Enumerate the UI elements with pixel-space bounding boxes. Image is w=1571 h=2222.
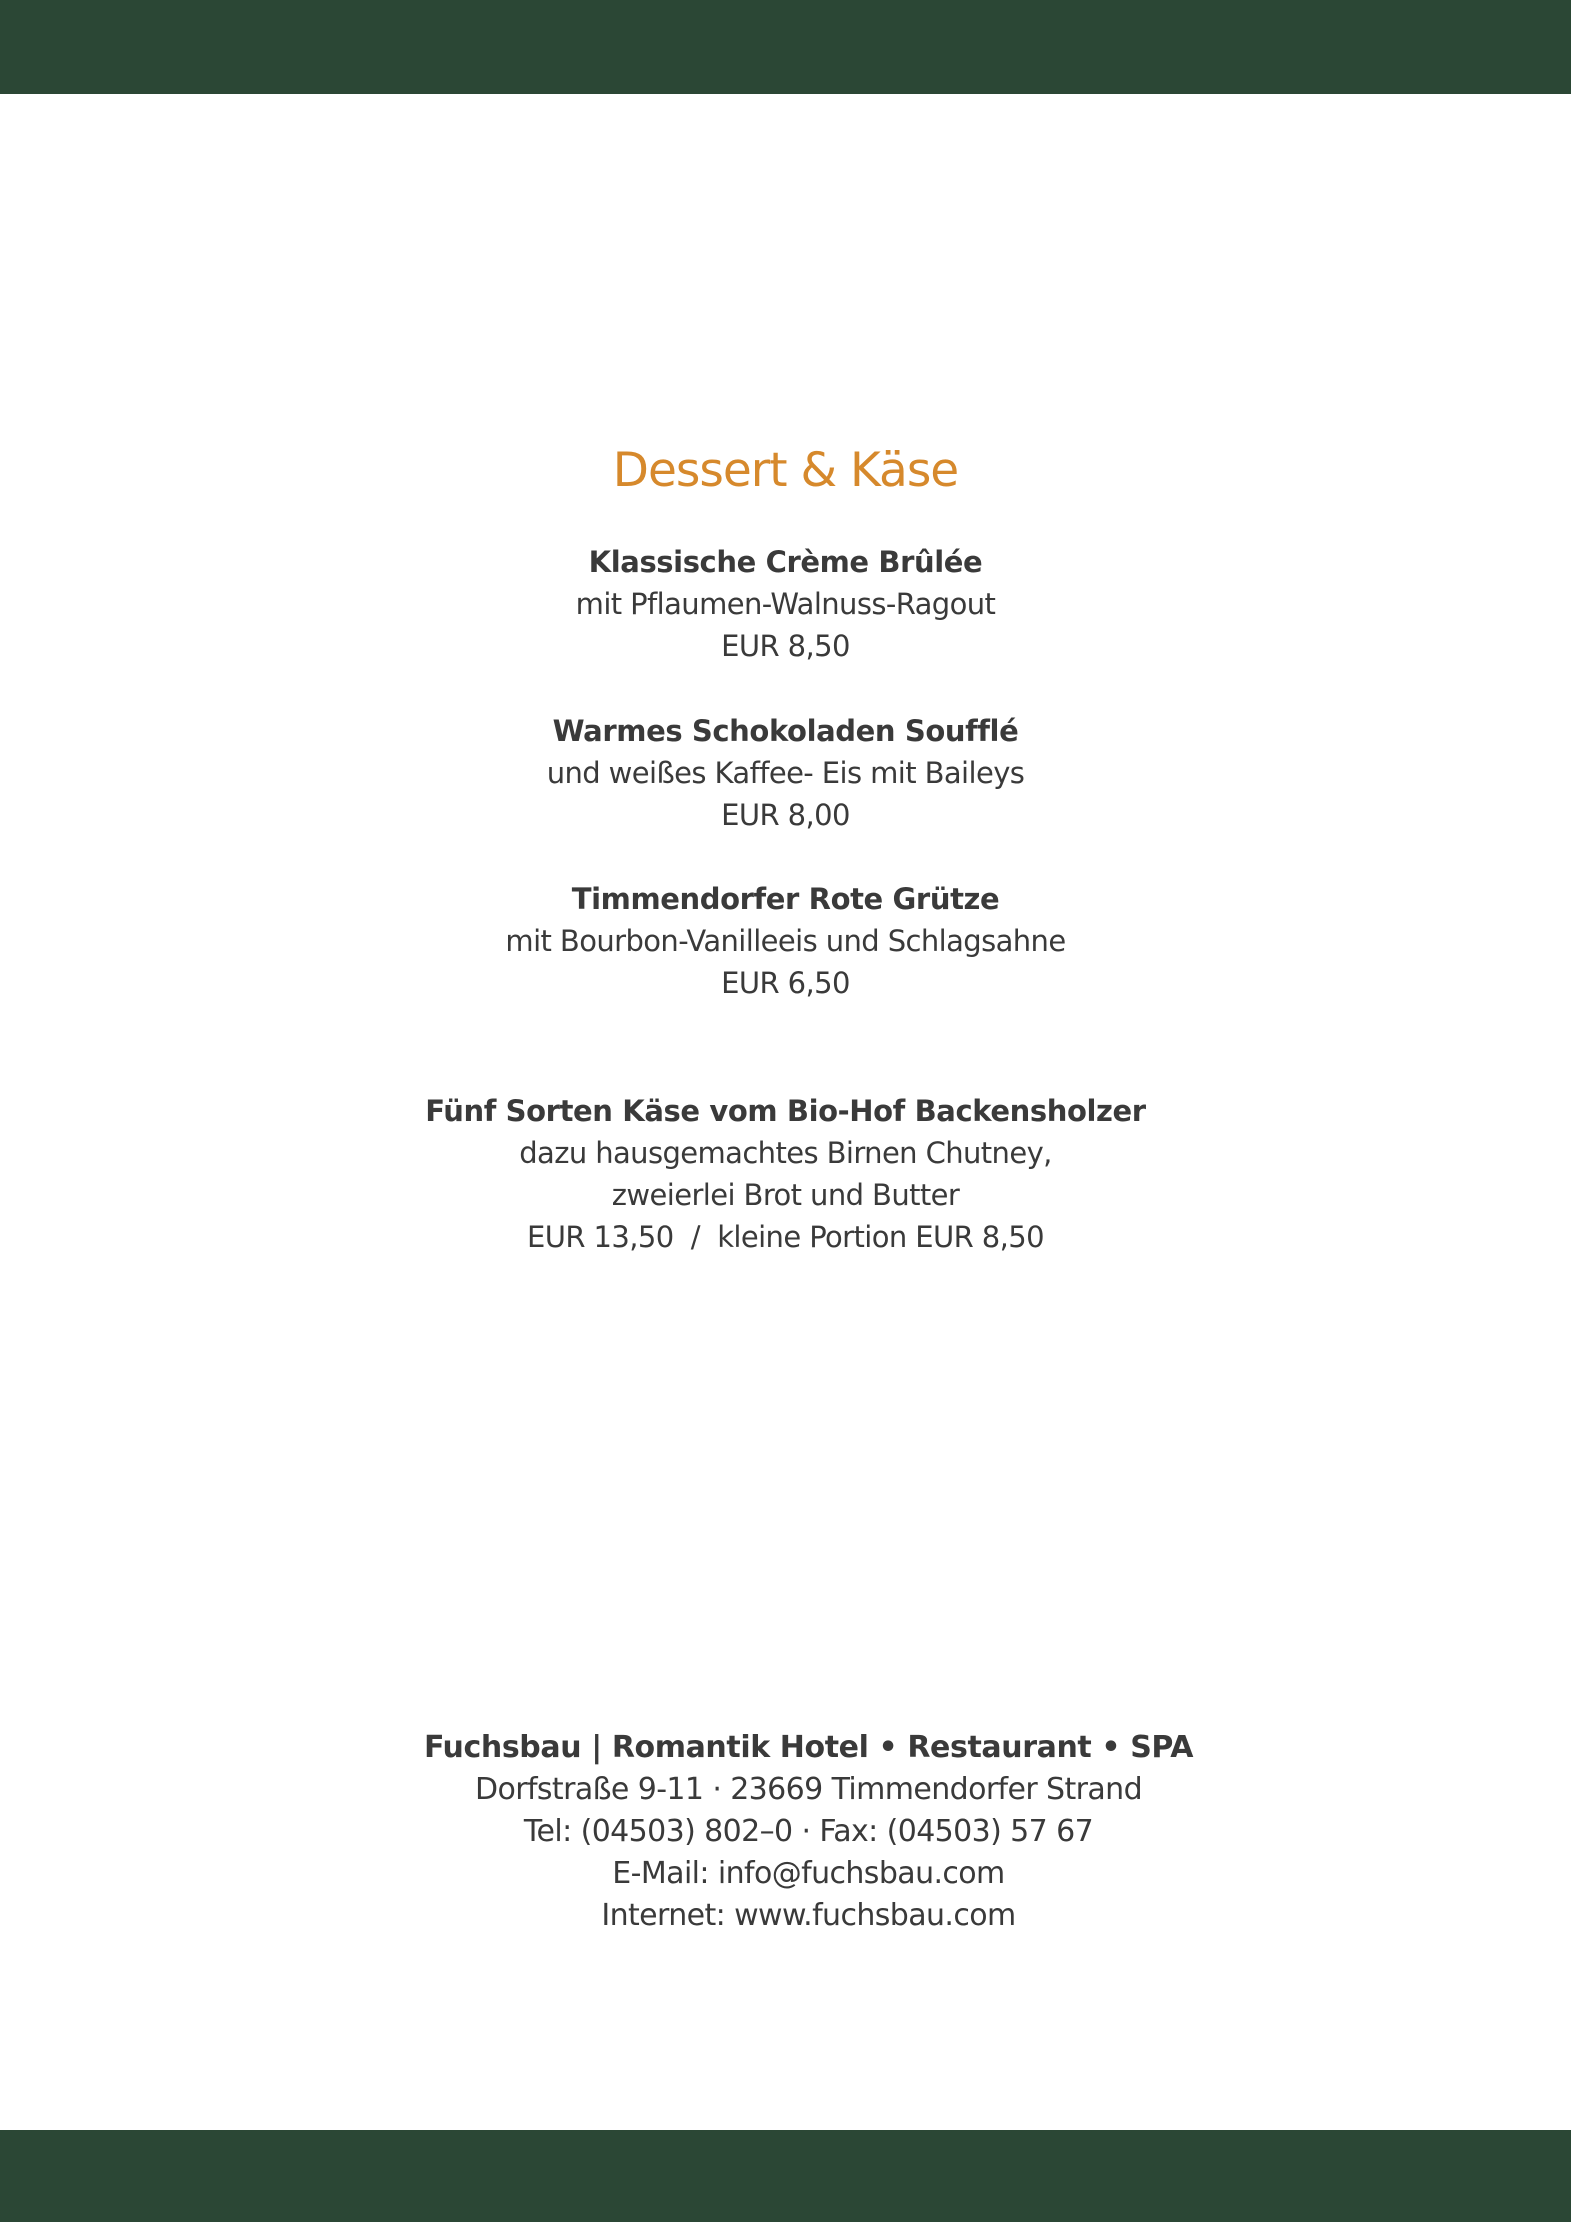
menu-item-name: Timmendorfer Rote Grütze [571,882,1000,916]
menu-item-name: Fünf Sorten Käse vom Bio-Hof Backensholzer [425,1094,1146,1128]
footer-phone: Tel: (04503) 802–0 · Fax: (04503) 57 67 [523,1814,1094,1849]
menu-item-description: und weißes Kaffee- Eis mit Baileys [546,756,1025,790]
footer-brand: Fuchsbau | Romantik Hotel • Restaurant • SPA [423,1730,1194,1765]
menu-item-description: zweierlei Brot und Butter [611,1178,960,1212]
top-band [0,0,1571,94]
menu-item-name: Warmes Schokoladen Soufflé [552,714,1019,748]
footer-email: E-Mail: info@fuchsbau.com [612,1856,1005,1891]
menu-item-kaese [0,1090,1571,1258]
footer-internet: Internet: www.fuchsbau.com [601,1898,1016,1933]
menu-item-description: dazu hausgemachtes Birnen Chutney, [519,1136,1052,1170]
menu-item-description: mit Bourbon-Vanilleeis und Schlagsahne [505,924,1066,958]
page-title: Dessert & Käse [612,443,959,498]
menu-item-price: EUR 8,50 [721,629,850,663]
menu-item-souffle [0,710,1571,836]
menu-item-rote-gruetze [0,878,1571,1004]
menu-item-description: mit Pflaumen-Walnuss-Ragout [575,587,996,621]
menu-item-price: EUR 8,00 [721,798,850,832]
footer-contact [0,1727,1571,1937]
menu-item-price: EUR 6,50 [721,966,850,1000]
menu-item-creme-brulee [0,541,1571,667]
footer-address: Dorfstraße 9-11 · 23669 Timmendorfer Strand [474,1772,1143,1807]
menu-item-price: EUR 13,50 / kleine Portion EUR 8,50 [527,1220,1044,1254]
menu-item-name: Klassische Crème Brûlée [588,545,983,579]
bottom-band [0,2130,1571,2222]
